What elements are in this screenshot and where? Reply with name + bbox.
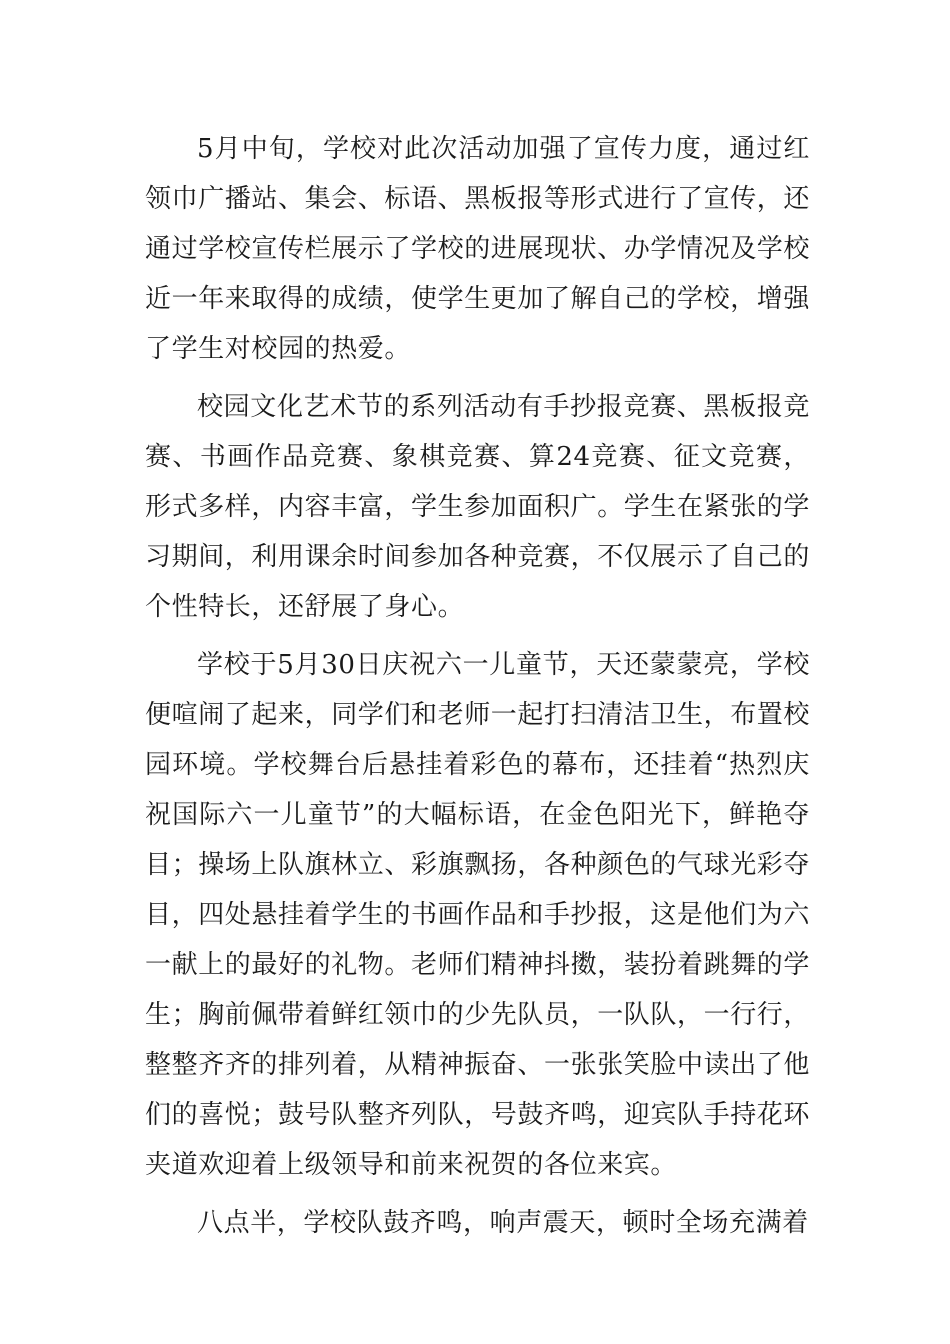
paragraph-eight-thirty: 八点半，学校队鼓齐鸣，响声震天，顿时全场充满着 <box>197 1208 809 1238</box>
paragraph-childrens-day: 学校于5月30日庆祝六一儿童节，天还蒙蒙亮，学校便喧闹了起来，同学们和老师一起打扫清洁卫生，布置校园环境。学校舞台后悬挂着彩色的幕布，还挂着“热烈庆祝国际六一儿童节”的大幅标语，在金色阳光下，鲜艳夺目；操场上队旗林立、彩旗飘扬，各种颜色的气球光彩夺目，四处悬挂着学生的书画作品和手抄报，这是他们为六一献上的最好的礼物。老师们精神抖擞，装扮着跳舞的学生；胸前佩带着鲜红领巾的少先队员，一队队，一行行，整整齐齐的排列着，从精神振奋、一张张笑脸中读出了他们的喜悦；鼓号队整齐列队，号鼓齐鸣，迎宾队手持花环夹道欢迎着上级领导和前来祝贺的各位来宾。 <box>145 650 811 1180</box>
paragraph-publicity: 5月中旬，学校对此次活动加强了宣传力度，通过红领巾广播站、集会、标语、黑板报等形式进行了宣传，还通过学校宣传栏展示了学校的进展现状、办学情况及学校近一年来取得的成绩，使学生更加了解自己的学校，增强了学生对校园的热爱。 <box>145 134 811 364</box>
paragraph-art-festival: 校园文化艺术节的系列活动有手抄报竞赛、黑板报竞赛、书画作品竞赛、象棋竞赛、算24竞赛、征文竞赛，形式多样，内容丰富，学生参加面积广。学生在紧张的学习期间，利用课余时间参加各种竞赛，不仅展示了自己的个性特长，还舒展了身心。 <box>145 392 811 622</box>
document-body <box>145 124 810 1256</box>
